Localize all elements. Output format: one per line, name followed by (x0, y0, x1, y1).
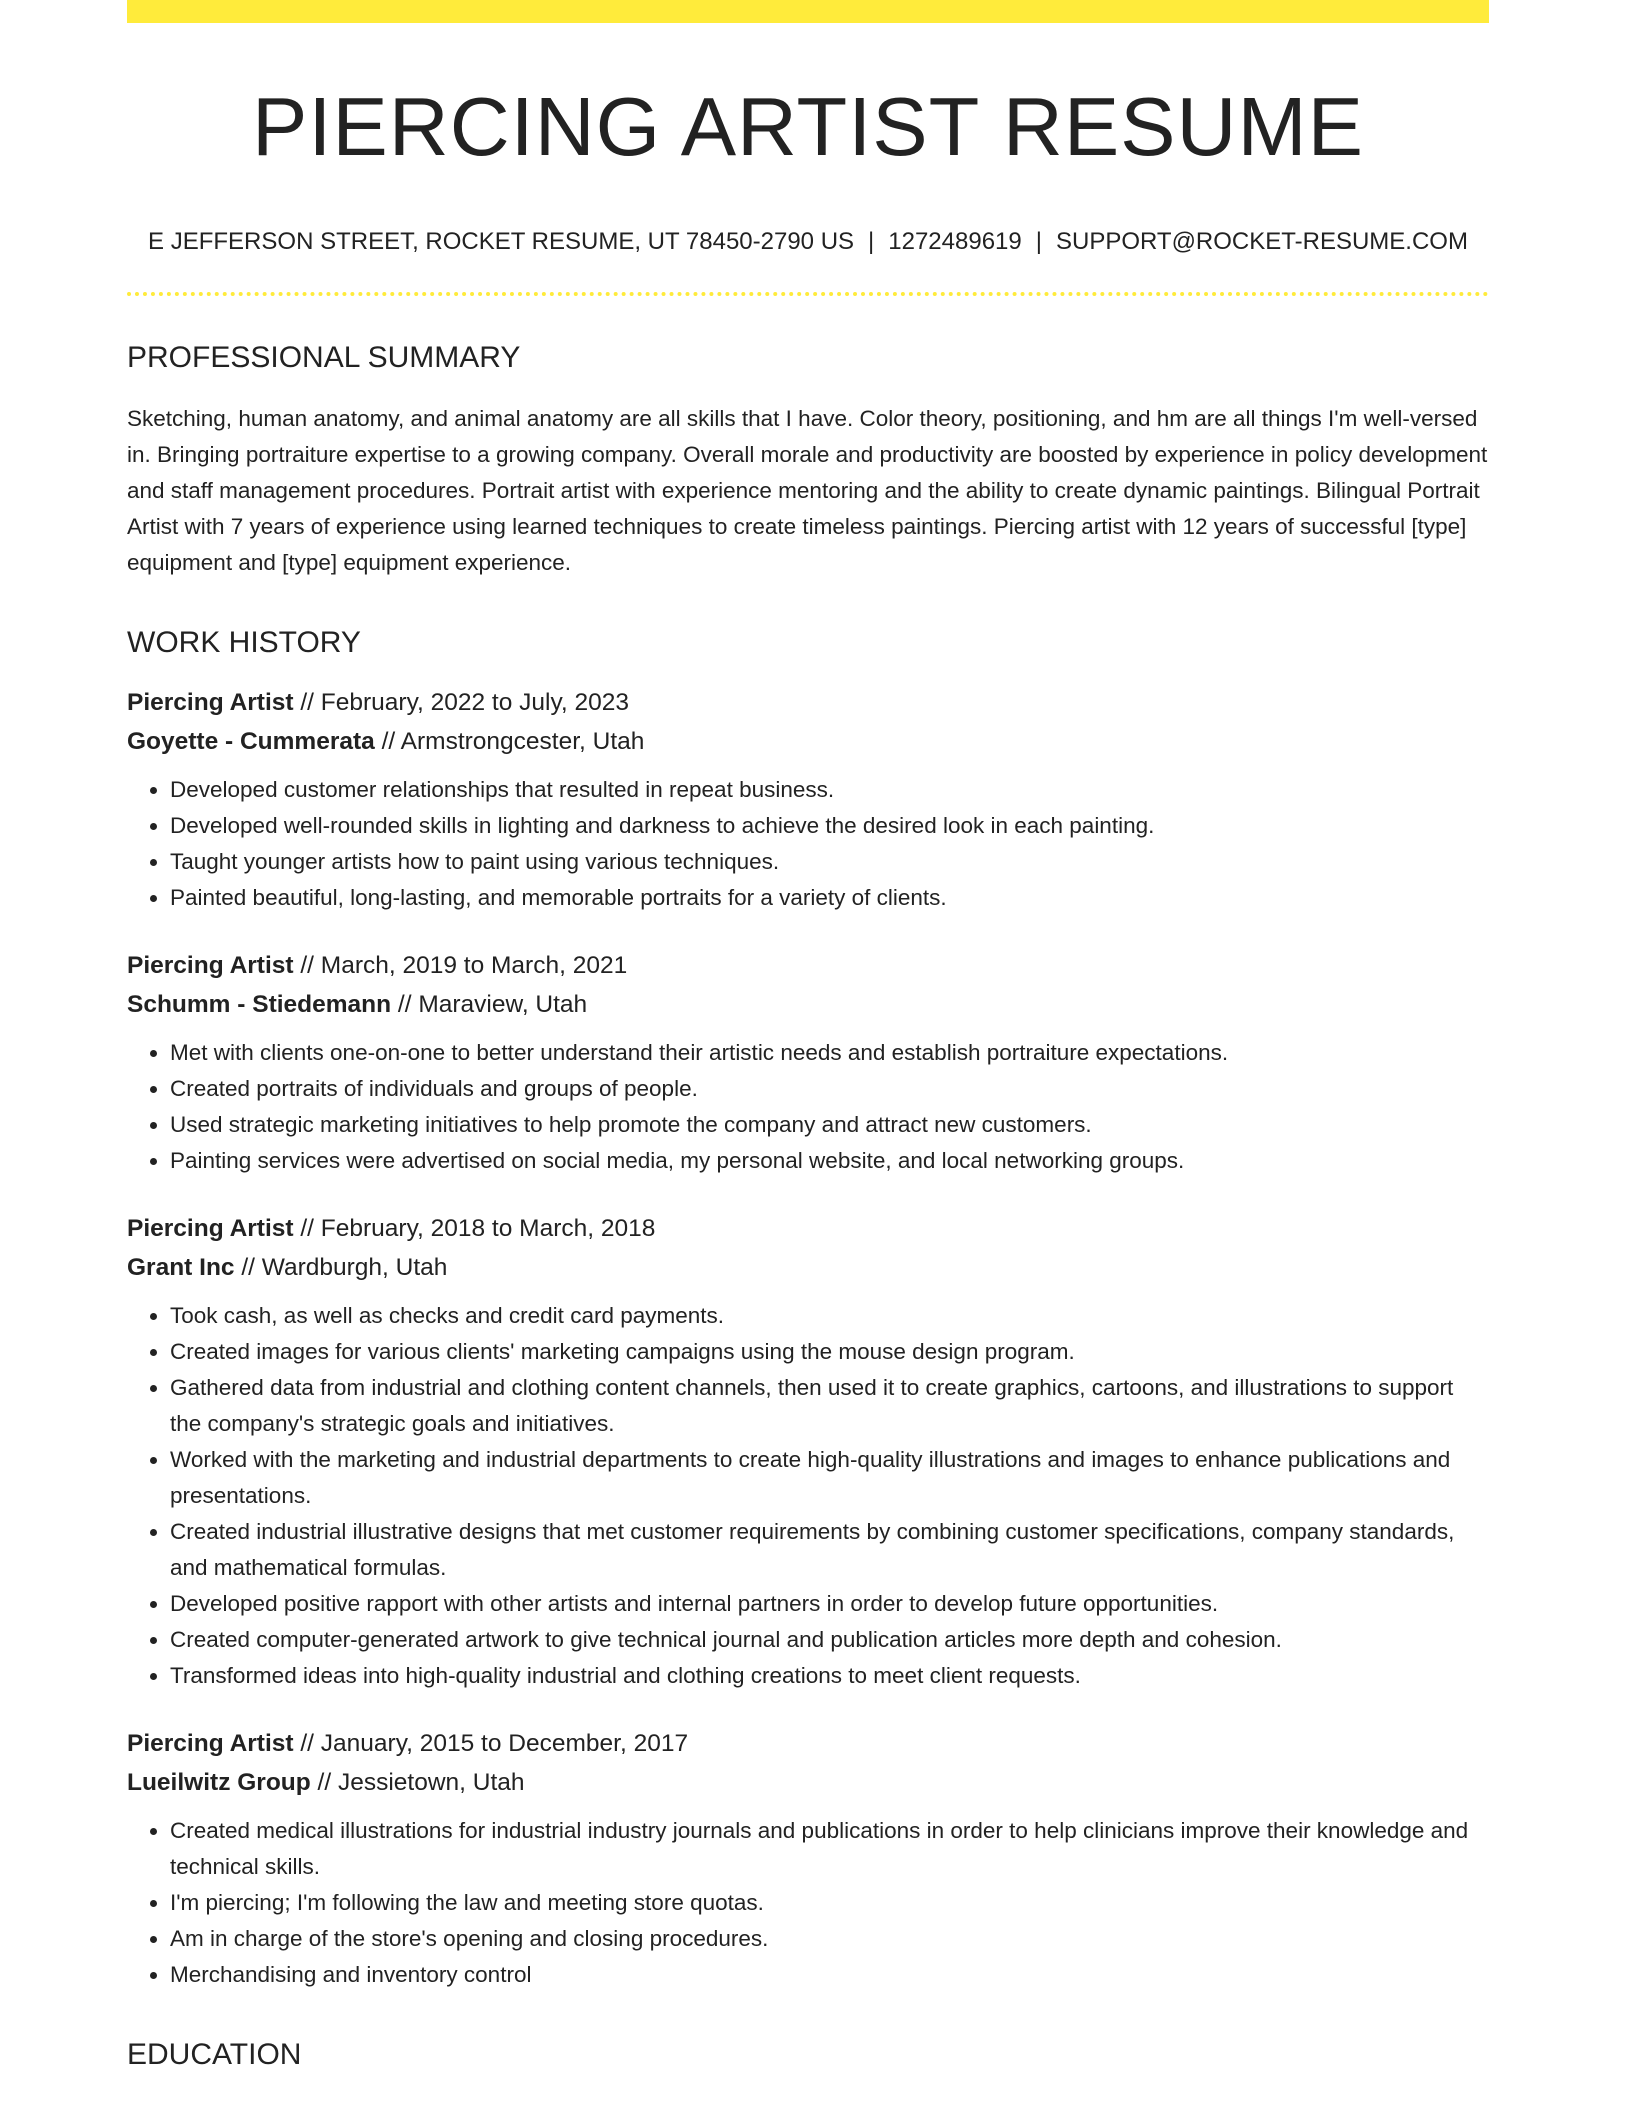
list-item: • Painted beautiful, long-lasting, and memorable portraits for a variety of clients. (170, 880, 1489, 916)
list-item: • Worked with the marketing and industrial departments to create high-quality illustrations and images to enhance publications and presentations. (170, 1442, 1489, 1514)
job-location: // Jessietown, Utah (310, 1769, 525, 1797)
list-item: • Developed positive rapport with other artists and internal partners in order to develop future opportunities. (170, 1586, 1489, 1622)
job-role-line (127, 683, 1489, 722)
job-dates: // February, 2022 to July, 2023 (293, 689, 630, 717)
accent-top-bar (127, 0, 1489, 23)
job-bullets (127, 1813, 1489, 1993)
job-dates: // March, 2019 to March, 2021 (293, 952, 628, 980)
job-company-line (127, 1248, 1489, 1287)
resume-title: PIERCING ARTIST RESUME (252, 80, 1364, 173)
list-item: • Used strategic marketing initiatives to help promote the company and attract new customers. (170, 1107, 1489, 1143)
list-item: • Merchandising and inventory control (170, 1957, 1489, 1993)
job-entry (127, 946, 1489, 1179)
list-item: • Am in charge of the store's opening and closing procedures. (170, 1921, 1489, 1957)
list-item: • Gathered data from industrial and clothing content channels, then used it to create graphics, cartoons, and illustrations to support the company's strategic goals and initiatives. (170, 1370, 1489, 1442)
job-company: Lueilwitz Group (127, 1769, 311, 1797)
job-entry (127, 683, 1489, 916)
job-company: Schumm - Stiedemann (127, 991, 392, 1019)
job-company-line (127, 1763, 1489, 1802)
work-history-heading: WORK HISTORY (127, 626, 361, 660)
contact-email[interactable]: SUPPORT@ROCKET-RESUME.COM (1055, 228, 1468, 256)
list-item: • Developed customer relationships that resulted in repeat business. (170, 772, 1489, 808)
job-role: Piercing Artist (127, 1215, 294, 1243)
job-bullets (127, 1035, 1489, 1179)
job-company: Grant Inc (127, 1254, 235, 1282)
contact-separator: | (868, 228, 875, 256)
job-dates: // February, 2018 to March, 2018 (293, 1215, 656, 1243)
job-role: Piercing Artist (127, 952, 294, 980)
job-entry (127, 1724, 1489, 1993)
job-location: // Wardburgh, Utah (234, 1254, 448, 1282)
job-company-line (127, 722, 1489, 761)
job-bullets (127, 772, 1489, 916)
education-heading: EDUCATION (127, 2038, 302, 2072)
contact-line (127, 228, 1489, 257)
list-item: • Created portraits of individuals and groups of people. (170, 1071, 1489, 1107)
job-role-line (127, 1209, 1489, 1248)
job-company: Goyette - Cummerata (127, 728, 375, 756)
list-item: • Taught younger artists how to paint using various techniques. (170, 844, 1489, 880)
contact-address: E JEFFERSON STREET, ROCKET RESUME, UT 78450-2790 US (148, 228, 855, 256)
list-item: • Created medical illustrations for industrial industry journals and publications in order to help clinicians improve their knowledge and technical skills. (170, 1813, 1489, 1885)
job-bullets (127, 1298, 1489, 1694)
job-dates: // January, 2015 to December, 2017 (293, 1730, 689, 1758)
list-item: • Developed well-rounded skills in lighting and darkness to achieve the desired look in each painting. (170, 808, 1489, 844)
list-item: • Created images for various clients' marketing campaigns using the mouse design program. (170, 1334, 1489, 1370)
list-item: • Created industrial illustrative designs that met customer requirements by combining customer specifications, company standards, and mathematical formulas. (170, 1514, 1489, 1586)
contact-phone: 1272489619 (888, 228, 1022, 256)
summary-text: Sketching, human anatomy, and animal anatomy are all skills that I have. Color theory, positioning, and hm are all things I'm well-versed in. Bringing portraiture expertise to a growing company. Overall morale and productivity are boosted by experience in policy development and staff management procedures. Portrait artist with experience mentoring and the ability to create dynamic paintings. Bilingual Portrait Artist with 7 years of experience using learned techniques to create timeless paintings. Piercing artist with 12 years of successful [type] equipment and [type] equipment experience. (127, 406, 1488, 576)
job-entry (127, 1209, 1489, 1694)
job-location: // Maraview, Utah (391, 991, 588, 1019)
list-item: • Took cash, as well as checks and credit card payments. (170, 1298, 1489, 1334)
dotted-divider (127, 292, 1489, 296)
list-item: • Transformed ideas into high-quality industrial and clothing creations to meet client requests. (170, 1658, 1489, 1694)
job-role: Piercing Artist (127, 689, 294, 717)
resume-page (127, 0, 1489, 2073)
summary-heading: PROFESSIONAL SUMMARY (127, 341, 521, 375)
job-location: // Armstrongcester, Utah (374, 728, 645, 756)
list-item: • Created computer-generated artwork to give technical journal and publication articles more depth and cohesion. (170, 1622, 1489, 1658)
job-company-line (127, 985, 1489, 1024)
list-item: • I'm piercing; I'm following the law and meeting store quotas. (170, 1885, 1489, 1921)
job-role-line (127, 946, 1489, 985)
job-role-line (127, 1724, 1489, 1763)
contact-separator: | (1035, 228, 1042, 256)
list-item: • Painting services were advertised on social media, my personal website, and local networking groups. (170, 1143, 1489, 1179)
list-item: • Met with clients one-on-one to better understand their artistic needs and establish portraiture expectations. (170, 1035, 1489, 1071)
job-role: Piercing Artist (127, 1730, 294, 1758)
